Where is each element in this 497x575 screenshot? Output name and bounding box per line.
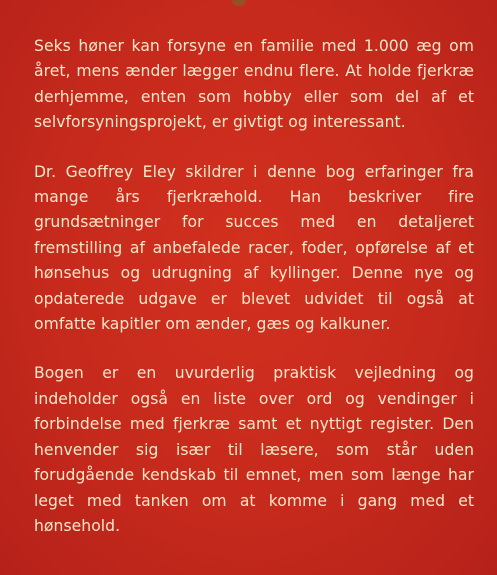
top-edge-mark — [232, 0, 246, 6]
blurb-paragraph-1: Seks høner kan forsyne en familie med 1.000 æg om året, mens ænder lægger endnu flere. At holde fjerkræ derhjemme, enten som hobby eller som del af et selvforsyningsprojekt, er givtigt og interessant. — [34, 37, 474, 132]
blurb-paragraph-2: Dr. Geoffrey Eley skildrer i denne bog erfaringer fra mange års fjerkræhold. Han beskriver fire grundsætninger for succes med en detaljeret fremstilling af anbefalede racer, foder, opførelse af et hønsehus og udrugning af kyllinger. Denne nye og opdaterede udgave er blevet udvidet til også at omfatte kapitler om ænder, gæs og kalkuner. — [34, 162, 474, 334]
blurb-paragraph-3: Bogen er en uvurderlig praktisk vejledning og indeholder også en liste over ord og vendinger i forbindelse med fjerkræ samt et nyttigt register. Den henvender sig især til læsere, som står uden forudgående kendskab til emnet, men som længe har leget med tanken om at komme i gang med et hønsehold. — [34, 364, 474, 535]
blurb-text — [34, 34, 474, 539]
